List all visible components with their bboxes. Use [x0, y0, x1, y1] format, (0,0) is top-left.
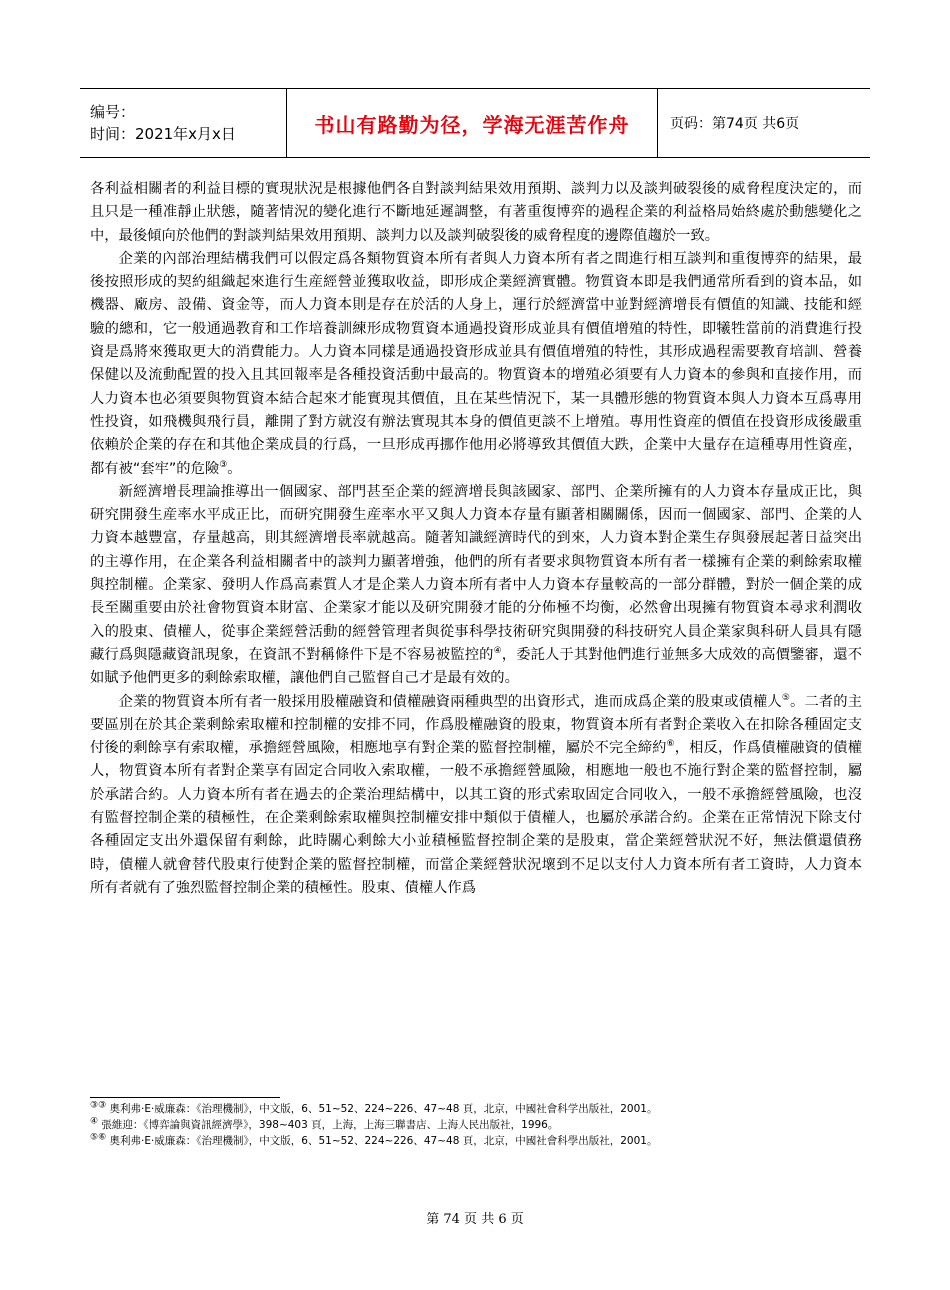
page-code: 页码：第74页 共6页 — [670, 116, 800, 132]
header-page-code-cell — [658, 89, 870, 157]
paragraph-text: 。 — [227, 460, 242, 477]
footnote-mark: ⑤⑥ — [90, 1132, 107, 1143]
time-line: 时间：2021年x月x日 — [90, 125, 236, 143]
paragraph-text: 新經濟增長理論推導出一個國家、部門甚至企業的經濟增長與該國家、部門、企業所擁有的人力資本存量成正比，與研究開發生産率水平成正比，而研究開發生産率水平又與人力資本存量有顯著相關關係，因而一個國家、部門、企業的人力資本越豐富，存量越高，則其經濟增長率就越高。隨著知識經濟時代的到來，人力資本對企業生存與發展起著日益突出的主導作用，在企業各利益相關者中的談判力顯著增強，他們的所有者要求與物質資本所有者一樣擁有企業的剩餘索取權與控制權。企業家、發明人作爲高素質人才是企業人力資本所有者中人力資本存量較高的一部分群體，對於一個企業的成長至關重要由於社會物質資本財富、企業家才能以及研究開發才能的分佈極不均衡，必然會出現擁有物質資本尋求利潤收入的股東、債權人，從事企業經營活動的經營管理者與從事科學技術研究與開發的科技研究人員企業家與科研人員具有隱藏行爲與隱藏資訊現象，在資訊不對稱條件下是不容易被監控的 — [90, 483, 862, 663]
page-footer: 第 74 页 共 6 页 — [426, 1212, 524, 1227]
document-body — [90, 178, 862, 900]
paragraph-text: 各利益相關者的利益目標的實現狀況是根據他們各自對談判結果效用預期、談判力以及談判破裂後的威脅程度決定的，而且只是一種准靜止狀態，隨著情況的變化進行不斷地延遲調整，有著重復博弈的過程企業的利益格局始終處於動態變化之中，最後傾向於他們的對談判結果效用預期、談判力以及談判破裂後的威脅程度的邊際值趨於一致。 — [90, 181, 862, 244]
paragraph-text: 企業的物質資本所有者一般採用股權融資和債權融資兩種典型的出資形式，進而成爲企業的股東或債權人 — [118, 693, 782, 710]
footnote-item — [90, 1117, 870, 1133]
serial-label: 编号： — [90, 103, 136, 121]
footnote-text: 奧利弗·E·威廉森：《治理機制》，中文版，6、51~52、224~226、47~48 頁，北京，中國社會科学出版社，2001。 — [106, 1103, 658, 1115]
motto-text: 书山有路勤为径，学海无涯苦作舟 — [314, 112, 630, 137]
footnote-text: 張維迎：《博弈論與資訊經濟學》，398~403 頁，上海，上海三聯書店、上海人民出版社，1996。 — [98, 1119, 559, 1131]
footnote-text: 奧利弗·E·威廉森：《治理機制》，中文版，6、51~52、224~226、47~48 頁，北京，中國社會科學出版社，2001。 — [106, 1135, 658, 1147]
footnote-item — [90, 1133, 870, 1149]
paragraph-text: 。二者的主要區別在於其企業剩餘索取權和控制權的安排不同，作爲股權融資的股東，物質資本所有者對企業收入在扣除各種固定支付後的剩餘享有索取權，承擔經營風險，相應地享有對企業的監督控制權，屬於不完全締約 — [90, 693, 863, 757]
footnote-mark: ④ — [90, 1116, 99, 1127]
paragraph-text: ，委託人于其對他們進行並無多大成效的高價鑒審，還不如賦予他們更多的剩餘索取權，讓他們自己監督自己才是最有效的。 — [90, 646, 863, 687]
body-paragraph — [90, 691, 862, 901]
footnotes — [90, 1101, 870, 1149]
body-paragraph — [90, 248, 862, 481]
page-header — [80, 88, 870, 158]
paragraph-text: 企業的內部治理結構我們可以假定爲各類物質資本所有者與人力資本所有者之間進行相互談判和重復博弈的結果，最後按照形成的契約組織起來進行生産經營並獲取收益，即形成企業經濟實體。物質資本即是我們通常所看到的資本品，如機器、廠房、設備、資金等，而人力資本則是存在於活的人身上，運行於經濟當中並對經濟增長有價值的知識、技能和經驗的總和，它一般通過教育和工作培養訓練形成物質資本通過投資形成並具有價值增殖的特性，即犧牲當前的消費進行投資是爲將來獲取更大的消費能力。人力資本同樣是通過投資形成並具有價值增殖的特性，其形成過程需要教育培訓、營養保健以及流動配置的投入且其回報率是各種投資活動中最高的。物質資本的增殖必須要有人力資本的參與和直接作用，而人力資本也必須要與物質資本結合起來才能實現其價值，且在某些情況下，某一具體形態的物質資本與人力資本互爲專用性投資，如飛機與飛行員，離開了對方就沒有辦法實現其本身的價值更談不上增殖。專用性資産的價值在投資形成後嚴重依賴於企業的存在和其他企業成員的行爲，一旦形成再挪作他用必將導致其價值大跌，企業中大量存在這種專用性資産，都有被“套牢”的危險 — [90, 250, 862, 477]
footnote-rule — [90, 1097, 280, 1098]
footnote-mark: ③③ — [90, 1100, 107, 1111]
header-motto-cell — [287, 89, 658, 157]
footnote-ref: ④ — [493, 646, 502, 657]
header-meta — [80, 89, 287, 157]
footnote-ref: ⑥ — [666, 739, 675, 750]
footnote-item — [90, 1101, 870, 1117]
body-paragraph — [90, 481, 862, 691]
paragraph-text: ，相反，作爲債權融資的債權人，物質資本所有者對企業享有固定合同收入索取權，一般不承擔經營風險，相應地一般也不施行對企業的監督控制，屬於承諾合約。人力資本所有者在過去的企業治理結構中，以其工資的形式索取固定合同收入，一般不承擔經營風險，也沒有監督控制企業的積極性，在企業剩餘索取權與控制權安排中類似于債權人，也屬於承諾合約。企業在正常情況下除支付各種固定支出外還保留有剩餘，此時關心剩餘大小並積極監督控制企業的是股東，當企業經營狀況不好，無法償還債務時，債權人就會替代股東行使對企業的監督控制權，而當企業經營狀況壞到不足以支付人力資本所有者工資時，人力資本所有者就有了強烈監督控制企業的積極性。股東、債權人作爲 — [90, 740, 862, 896]
body-paragraph — [90, 178, 862, 248]
footnote-ref: ⑤ — [781, 692, 791, 703]
footnote-ref: ③ — [219, 459, 228, 470]
